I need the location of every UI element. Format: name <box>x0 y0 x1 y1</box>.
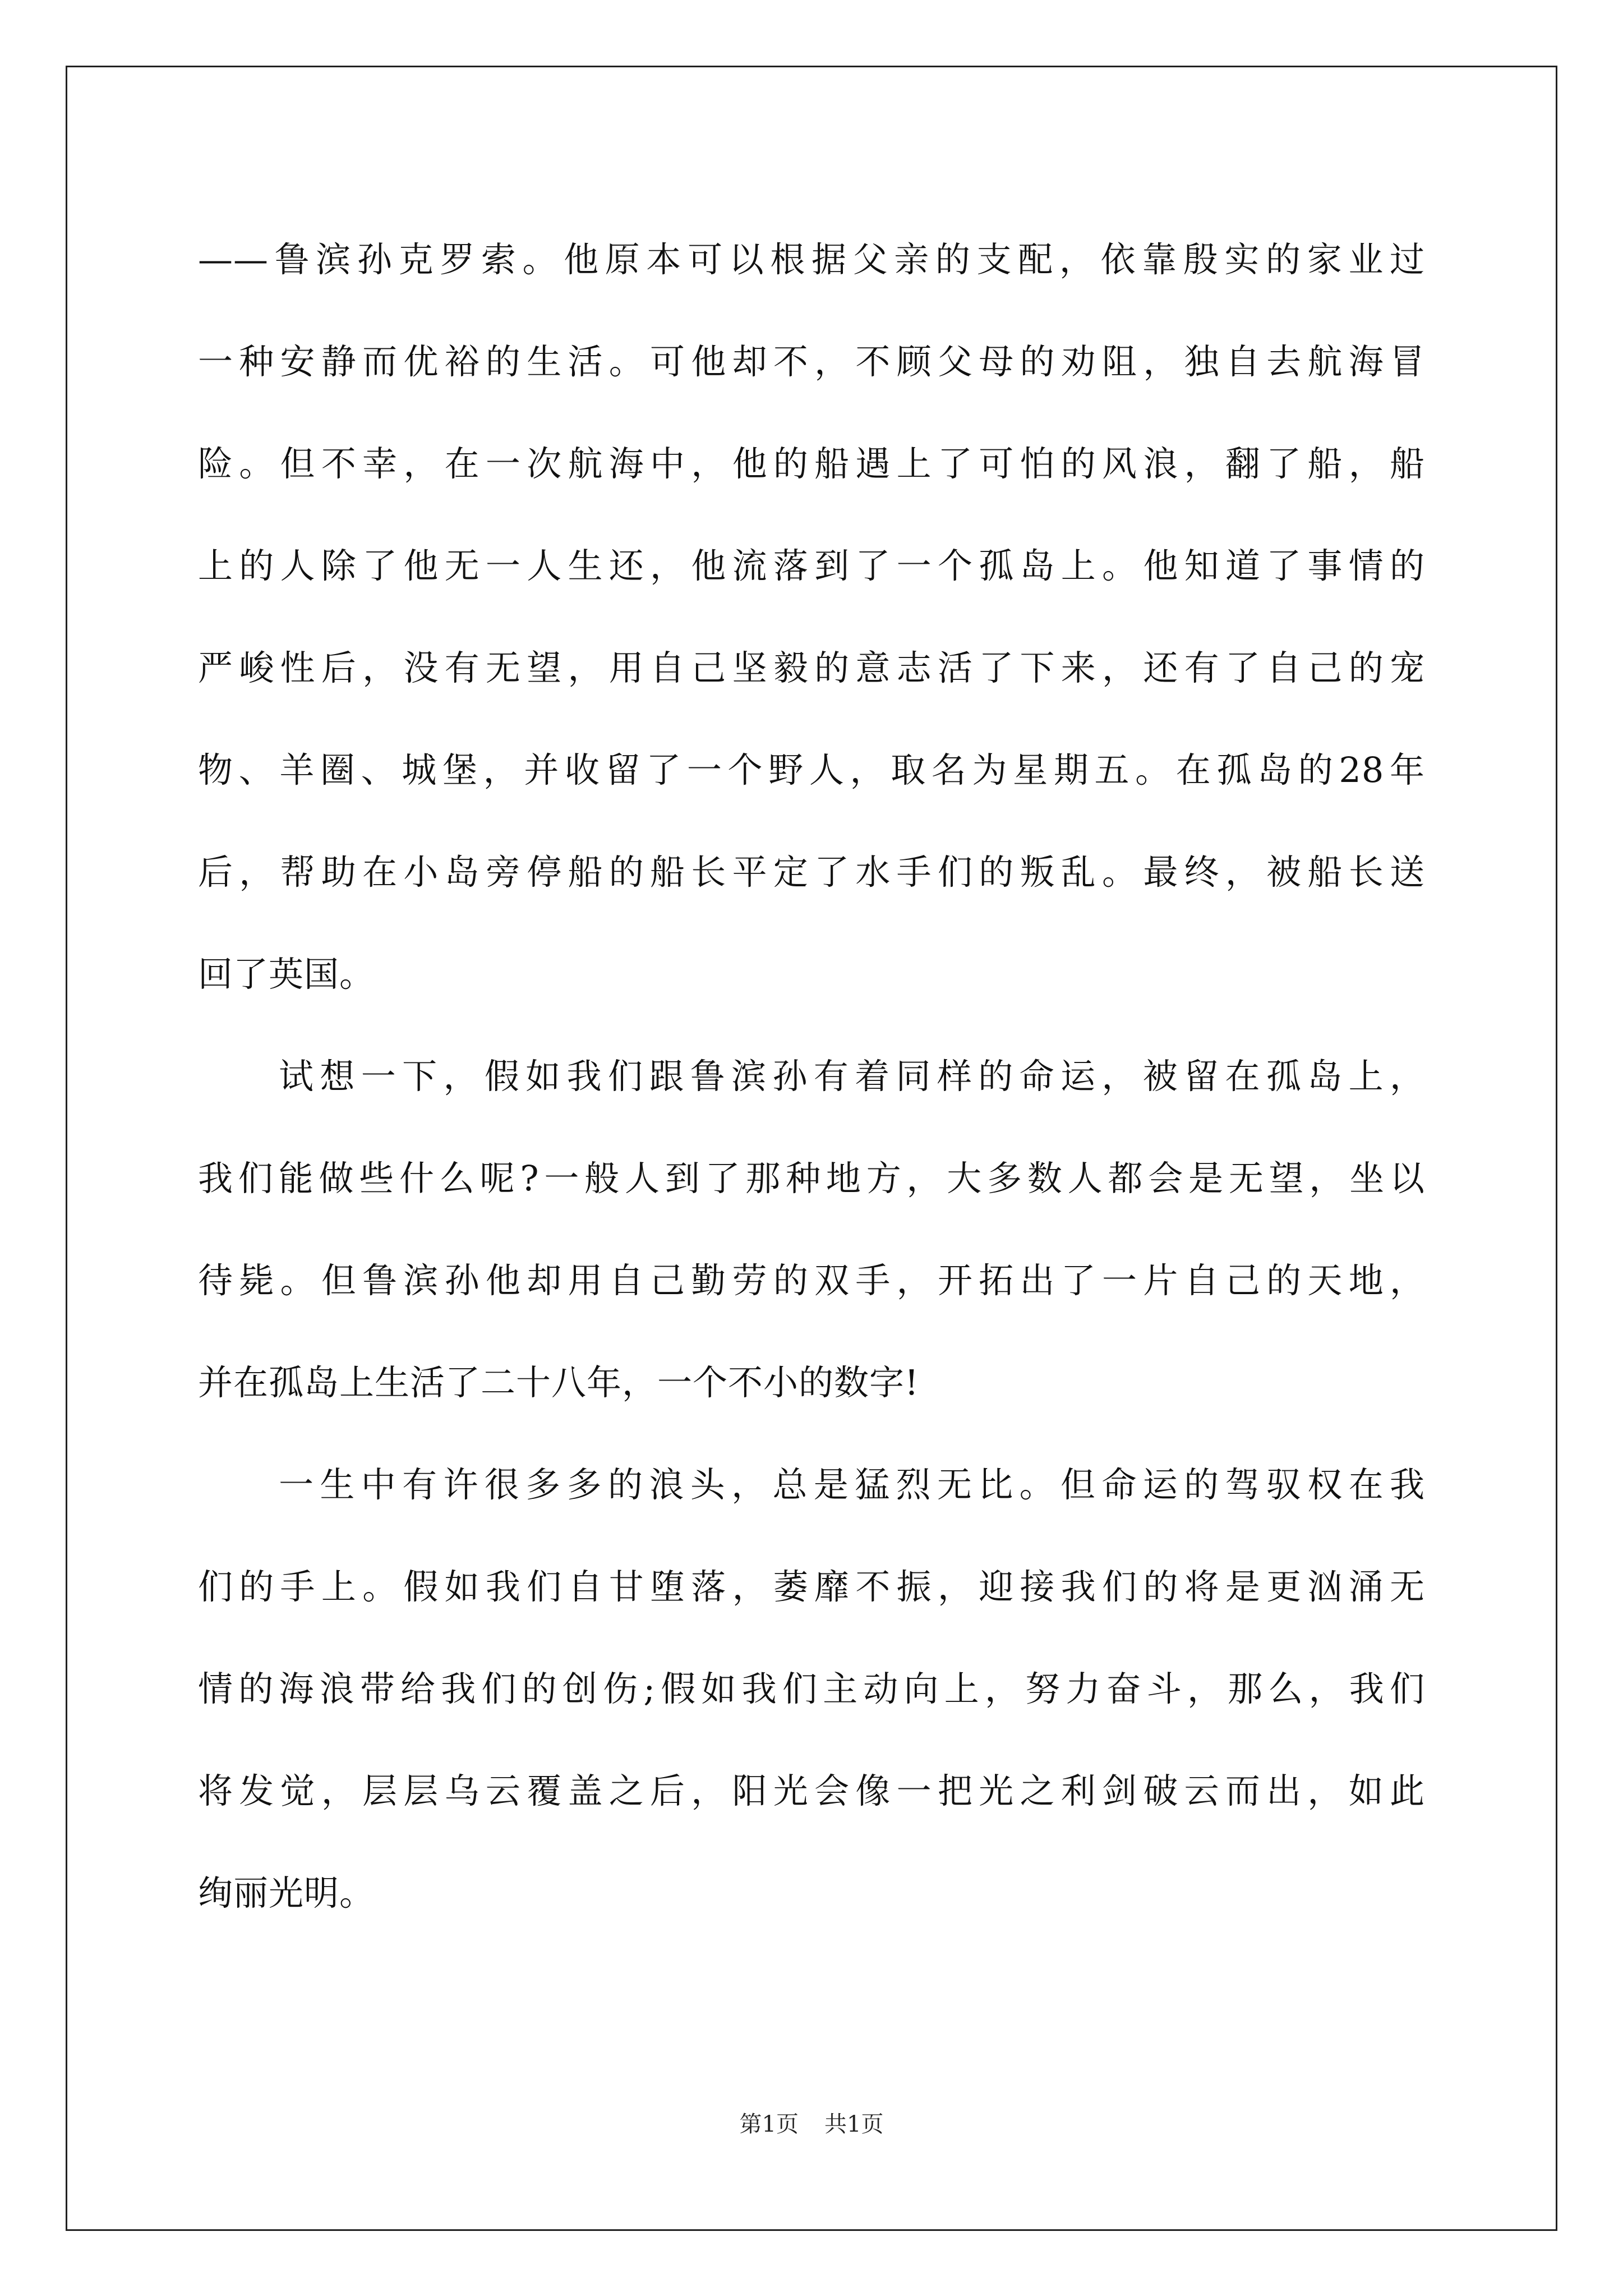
paragraph-3-line-3: 情的海浪带给我们的创伤;假如我们主动向上，努力奋斗，那么，我们 <box>198 1668 1425 1709</box>
paragraph-1-line-1: ——鲁滨孙克罗索。他原本可以根据父亲的支配，依靠殷实的家业过 <box>198 239 1425 280</box>
paragraph-1-line-3: 险。但不幸，在一次航海中，他的船遇上了可怕的风浪，翻了船，船 <box>198 443 1425 484</box>
paragraph-2-line-2: 我们能做些什么呢?一般人到了那种地方，大多数人都会是无望，坐以 <box>198 1158 1425 1199</box>
paragraph-1-line-4: 上的人除了他无一人生还，他流落到了一个孤岛上。他知道了事情的 <box>198 545 1425 586</box>
paragraph-1-line-2: 一种安静而优裕的生活。可他却不，不顾父母的劝阻，独自去航海冒 <box>198 341 1425 382</box>
paragraph-2-line-4: 并在孤岛上生活了二十八年，一个不小的数字! <box>198 1362 919 1403</box>
paragraph-3-line-1: 一生中有许很多多的浪头，总是猛烈无比。但命运的驾驭权在我 <box>279 1464 1425 1505</box>
document-body <box>198 209 1425 1944</box>
paragraph-3-line-5: 绚丽光明。 <box>198 1872 375 1913</box>
paragraph-3-line-2: 们的手上。假如我们自甘堕落，萎靡不振，迎接我们的将是更汹涌无 <box>198 1566 1425 1607</box>
page-footer <box>0 2106 1623 2138</box>
page-number: 第1页 <box>739 2111 799 2137</box>
paragraph-1-line-6: 物、羊圈、城堡，并收留了一个野人，取名为星期五。在孤岛的28年 <box>198 749 1425 790</box>
page-total: 共1页 <box>824 2111 884 2137</box>
paragraph-3-line-4: 将发觉，层层乌云覆盖之后，阳光会像一把光之利剑破云而出，如此 <box>198 1770 1425 1811</box>
paragraph-2-line-3: 待毙。但鲁滨孙他却用自己勤劳的双手，开拓出了一片自己的天地， <box>198 1260 1425 1301</box>
paragraph-2-line-1: 试想一下，假如我们跟鲁滨孙有着同样的命运，被留在孤岛上， <box>279 1056 1425 1097</box>
paragraph-1-line-5: 严峻性后，没有无望，用自己坚毅的意志活了下来，还有了自己的宠 <box>198 647 1425 688</box>
paragraph-1-line-8: 回了英国。 <box>198 954 375 995</box>
paragraph-1-line-7: 后，帮助在小岛旁停船的船长平定了水手们的叛乱。最终，被船长送 <box>198 852 1425 892</box>
